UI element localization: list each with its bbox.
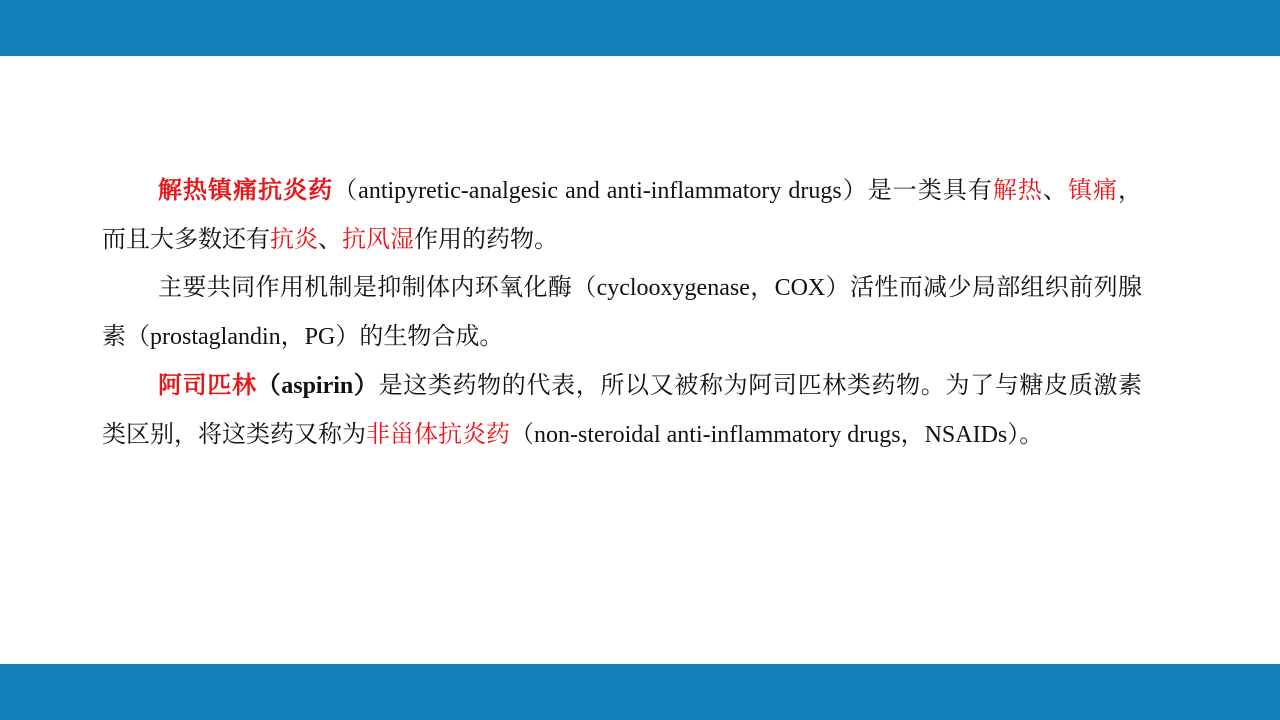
paragraph-mechanism [102, 263, 1142, 361]
bottom-banner [0, 664, 1280, 720]
paragraph-definition [102, 166, 1142, 263]
text-run: 主要共同作用机制是抑制体内环氧化酶 [158, 273, 573, 301]
body-text [102, 166, 1142, 459]
top-banner [0, 0, 1280, 56]
text-run: 活性而减少局部组织前列腺素 [102, 273, 1143, 350]
text-run: ，而且大多数还有 [102, 176, 1143, 253]
highlight-term: 抗风湿 [342, 225, 414, 253]
text-run: 。 [1019, 420, 1044, 448]
text-run: 的生物合成。 [359, 322, 504, 350]
highlight-term: 阿司匹林 [158, 371, 257, 399]
highlight-term: 解热 [992, 176, 1043, 204]
text-run: （aspirin） [256, 373, 379, 399]
text-run: （cyclooxygenase，COX） [572, 275, 850, 301]
highlight-term: 解热镇痛抗炎药 [158, 176, 334, 204]
highlight-term: 镇痛 [1067, 176, 1119, 204]
text-run: （non-steroidal anti-inflammatory drugs，NSAIDs） [510, 422, 1020, 448]
paragraph-aspirin [102, 361, 1142, 459]
text-run: 、 [318, 225, 342, 253]
text-run: 是这类药物的代表，所以又被称为阿司匹林类药物。为了与糖皮质激素类区别，将这类药又称为 [102, 371, 1142, 448]
text-run: （antipyretic-analgesic and anti-inflammatory drugs） [333, 178, 868, 204]
text-run: 是一类具有 [867, 176, 993, 204]
highlight-term: 非甾体抗炎药 [366, 420, 510, 448]
text-run: 、 [1042, 176, 1068, 204]
text-run: （prostaglandin，PG） [126, 324, 360, 350]
highlight-term: 抗炎 [270, 225, 318, 253]
text-run: 作用的药物。 [414, 225, 558, 253]
